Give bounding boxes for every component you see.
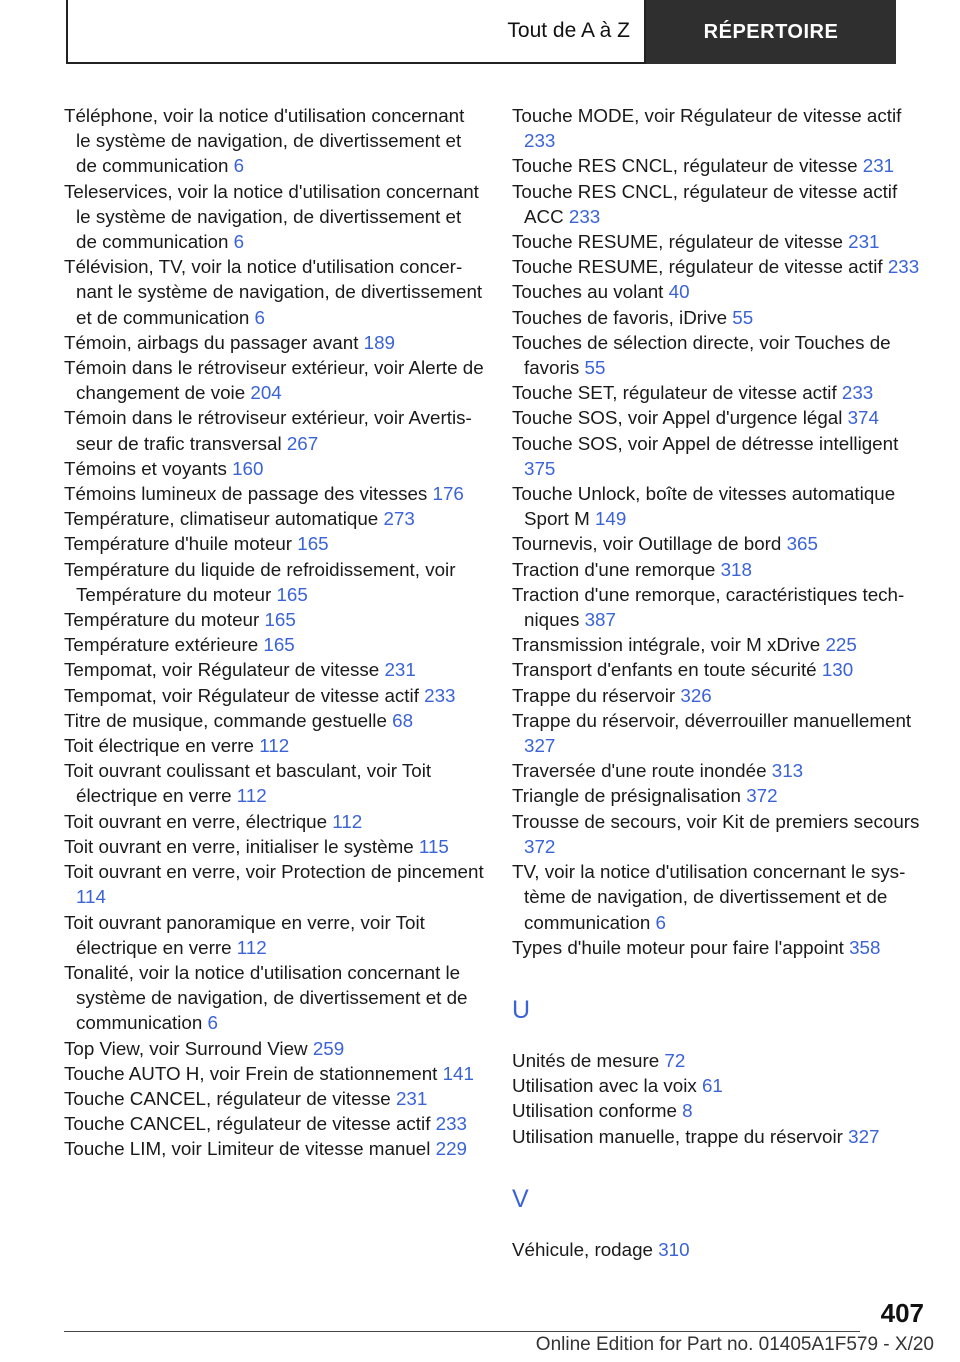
page-link[interactable]: 231 [862,155,895,177]
entry-text: Touche SOS, voir Appel d'urgence légal [512,407,843,429]
index-entry [512,153,922,178]
entry-text: Témoins et voyants [64,457,227,479]
index-entry [64,607,484,632]
index-entry [64,859,484,909]
entry-text: Tempomat, voir Régulateur de vitesse actif [64,684,419,706]
index-letter-v: V [512,1184,529,1213]
page-link[interactable]: 233 [435,1113,467,1135]
page-link[interactable]: 61 [701,1075,723,1097]
page-link[interactable]: 176 [432,483,464,505]
entry-text: Témoin, airbags du passager avant [64,331,359,353]
page-link[interactable]: 112 [259,735,290,757]
page-link[interactable]: 372 [746,785,778,807]
page-link[interactable]: 141 [442,1062,474,1084]
index-column-left [64,103,484,1162]
index-entry [64,733,484,758]
chapter-tab[interactable] [66,0,646,64]
entry-text: Témoin dans le rétroviseur extérieur, voir Avertisseur de trafic transversal [64,407,472,454]
entry-text: Touche RES CNCL, régulateur de vitesse [512,155,858,177]
page-link[interactable]: 233 [568,205,601,227]
page-link[interactable]: 6 [233,155,245,177]
page-link[interactable]: 112 [332,810,363,832]
entry-text: Touches de favoris, iDrive [512,306,728,328]
entry-text: Touche RES CNCL, régulateur de vitesse actif ACC [512,180,898,227]
page-link[interactable]: 233 [524,130,556,152]
entry-text: Touche RESUME, régulateur de vitesse actif [512,256,883,278]
index-entry [64,683,484,708]
index-entry [64,910,484,960]
page-link[interactable]: 114 [76,886,106,908]
index-entry [512,557,922,582]
entry-text: Toit ouvrant en verre, voir Protection de pincement [64,861,484,883]
index-entry [64,1111,484,1136]
entry-text: Transmission intégrale, voir M xDrive [512,634,821,656]
index-entry [64,657,484,682]
index-entry [64,405,484,455]
entry-text: Transport d'enfants en toute sécurité [512,659,817,681]
entry-text: Trappe du réservoir [512,684,676,706]
entry-text: Toit électrique en verre [64,735,254,757]
index-entry [64,456,484,481]
footer-divider [64,1331,860,1332]
index-entry [64,481,484,506]
index-entry [512,531,922,556]
index-entry [64,355,484,405]
index-entry [512,305,922,330]
entry-text: Trousse de secours, voir Kit de premiers secours [512,810,920,832]
index-entry [512,783,922,808]
page-number: 407 [880,1298,924,1328]
page-header [66,0,896,64]
index-entry [64,531,484,556]
index-entry [64,179,484,255]
index-column-right [512,103,922,1262]
entry-text: Touche SET, régulateur de vitesse actif [512,382,837,404]
page-link[interactable]: 6 [655,911,666,933]
index-entry [512,279,922,304]
index-entry [512,380,922,405]
entry-text: Témoins lumineux de passage des vitesses [64,483,428,505]
index-entry [64,557,484,607]
index-entry [64,1061,484,1086]
entry-text: Véhicule, rodage [512,1239,653,1261]
index-entry [512,1073,922,1098]
page-link[interactable]: 365 [786,533,818,555]
entry-text: Types d'huile moteur pour faire l'appoint [512,936,844,958]
entry-text: TV, voir la notice d'utilisation concernant le système de navigation, de divertissement et de communication [512,861,906,933]
index-entry [512,103,922,153]
index-entry [512,1048,922,1073]
page-link[interactable]: 165 [264,609,296,631]
page-link[interactable]: 149 [594,508,627,530]
index-entry [64,1136,484,1161]
index-entry [512,859,922,935]
entry-text: Touche MODE, voir Régulateur de vitesse actif [512,105,902,126]
page-link[interactable]: 204 [250,382,282,404]
chapter-title: Tout de A à Z [507,19,630,42]
page-link[interactable]: 267 [286,432,319,454]
entry-text: Touche CANCEL, régulateur de vitesse [64,1087,391,1109]
page-link[interactable]: 313 [771,760,804,782]
page-link[interactable]: 68 [392,709,414,731]
index-entry [512,935,922,960]
page-link[interactable]: 112 [236,936,267,958]
entry-text: Unités de mesure [512,1050,660,1072]
entry-text: Touche AUTO H, voir Frein de stationnement [64,1062,438,1084]
page-link[interactable]: 6 [233,231,245,253]
index-entry [512,179,922,229]
entry-text: Titre de musique, commande gestuelle [64,709,387,731]
index-entry [512,229,922,254]
entry-text: Utilisation avec la voix [512,1075,697,1097]
entry-text: Température d'huile moteur [64,533,293,555]
index-entry [512,657,922,682]
index-entry [512,330,922,380]
entry-text: Touche CANCEL, régulateur de vitesse actif [64,1113,431,1135]
index-entry [512,405,922,430]
page-link[interactable]: 6 [254,306,265,328]
index-entry [64,1086,484,1111]
page-link[interactable]: 358 [849,936,881,958]
page-link[interactable]: 231 [384,659,416,681]
page-link[interactable]: 231 [848,231,880,253]
page-link[interactable]: 233 [424,684,456,706]
entry-text: Traction d'une remorque [512,558,716,580]
section-tab[interactable] [646,0,896,64]
page-link[interactable]: 318 [720,558,752,580]
page-link[interactable]: 327 [848,1125,880,1147]
entry-text: Traversée d'une route inondée [512,760,767,782]
entry-text: Témoin dans le rétroviseur extérieur, voir Alerte de changement de voie [64,357,484,404]
index-entry [64,1036,484,1061]
entry-text: Téléphone, voir la notice d'utilisation concernant le système de navigation, de divertissement et de communication [64,105,465,177]
page-link[interactable]: 233 [841,382,874,404]
page-link[interactable]: 231 [395,1087,428,1109]
index-entry [512,1098,922,1123]
page-link[interactable]: 6 [207,1012,218,1034]
index-entry [64,834,484,859]
page-link[interactable]: 229 [435,1138,467,1160]
page-link[interactable]: 165 [297,533,329,555]
page-link[interactable]: 273 [383,508,415,530]
entry-text: Tempomat, voir Régulateur de vitesse [64,659,380,681]
entry-text: Touche RESUME, régulateur de vitesse [512,231,843,253]
index-entry [64,506,484,531]
entry-text: Touches de sélection directe, voir Touches de favoris [512,331,891,379]
index-entry [512,708,922,758]
page-link[interactable]: 160 [232,457,264,479]
entry-text: Touche SOS, voir Appel de détresse intelligent [512,432,899,454]
page-link[interactable]: 375 [524,457,556,479]
page-link[interactable]: 372 [524,835,556,857]
entry-text: Touche LIM, voir Limiteur de vitesse manuel [64,1138,431,1160]
index-entry [512,1237,922,1262]
entry-text: Télévision, TV, voir la notice d'utilisation concernant le système de navigation, de divertissement et de communication [64,256,483,328]
index-entry [64,809,484,834]
page-link[interactable]: 327 [524,735,556,757]
page-link[interactable]: 8 [682,1100,693,1122]
index-entry [512,254,922,279]
index-entry [64,103,484,179]
entry-text: Utilisation manuelle, trappe du réservoir [512,1125,843,1147]
page-link[interactable]: 374 [847,407,879,429]
entry-text: Température, climatiseur automatique [64,508,379,530]
index-entry [64,254,484,330]
page-link[interactable]: 115 [418,835,449,857]
entry-text: Traction d'une remorque, caractéristiques techniques [512,583,905,631]
page-link[interactable]: 165 [276,583,308,605]
entry-text: Toit ouvrant panoramique en verre, voir Toit électrique en verre [64,911,425,958]
page-link[interactable]: 233 [887,256,920,278]
page-link[interactable]: 55 [584,357,606,379]
entry-text: Utilisation conforme [512,1100,677,1122]
page-link[interactable]: 112 [236,785,267,807]
index-entry [512,481,922,531]
page-link[interactable]: 40 [668,281,690,303]
page-link[interactable]: 387 [584,609,616,631]
page-link[interactable]: 225 [825,634,857,656]
index-entry [512,809,922,859]
index-entry [64,708,484,733]
entry-text: Teleservices, voir la notice d'utilisation concernant le système de navigation, de divertissement et de communication [64,180,479,253]
page-link[interactable]: 310 [658,1239,690,1261]
page-link[interactable]: 72 [664,1050,686,1072]
entry-text: Tournevis, voir Outillage de bord [512,533,782,555]
entry-text: Température extérieure [64,634,259,656]
page-link[interactable]: 189 [363,331,395,353]
page-link[interactable]: 326 [680,684,712,706]
index-entry [64,330,484,355]
entry-text: Température du liquide de refroidissement, voir Température du moteur [64,558,456,605]
page-link[interactable]: 130 [821,659,854,681]
index-entry [512,632,922,657]
entry-text: Toit ouvrant en verre, initialiser le système [64,835,414,857]
entry-text: Tonalité, voir la notice d'utilisation concernant le système de navigation, de divertissement et de communication [64,961,468,1034]
index-entry [64,758,484,808]
index-letter-u: U [512,995,531,1024]
entry-text: Toit ouvrant en verre, électrique [64,810,328,832]
entry-text: Touches au volant [512,281,664,303]
entry-text: Température du moteur [64,609,260,631]
entry-text: Top View, voir Surround View [64,1037,308,1059]
footer-edition: Online Edition for Part no. 01405A1F579 - X/20 [535,1334,934,1355]
page-link[interactable]: 55 [732,306,754,328]
entry-text: Touche Unlock, boîte de vitesses automatique Sport M [512,483,896,530]
index-entry [512,683,922,708]
entry-text: Trappe du réservoir, déverrouiller manuellement [512,709,912,731]
index-entry [512,431,922,481]
index-entry [512,582,922,632]
index-entry [64,960,484,1036]
page-link[interactable]: 259 [312,1037,345,1059]
entry-text: Toit ouvrant coulissant et basculant, voir Toit électrique en verre [64,760,432,807]
index-entry [64,632,484,657]
index-entry [512,1124,922,1149]
entry-text: Triangle de présignalisation [512,785,741,807]
index-entry [512,758,922,783]
section-title: RÉPERTOIRE [703,20,839,43]
page-link[interactable]: 165 [263,634,295,656]
